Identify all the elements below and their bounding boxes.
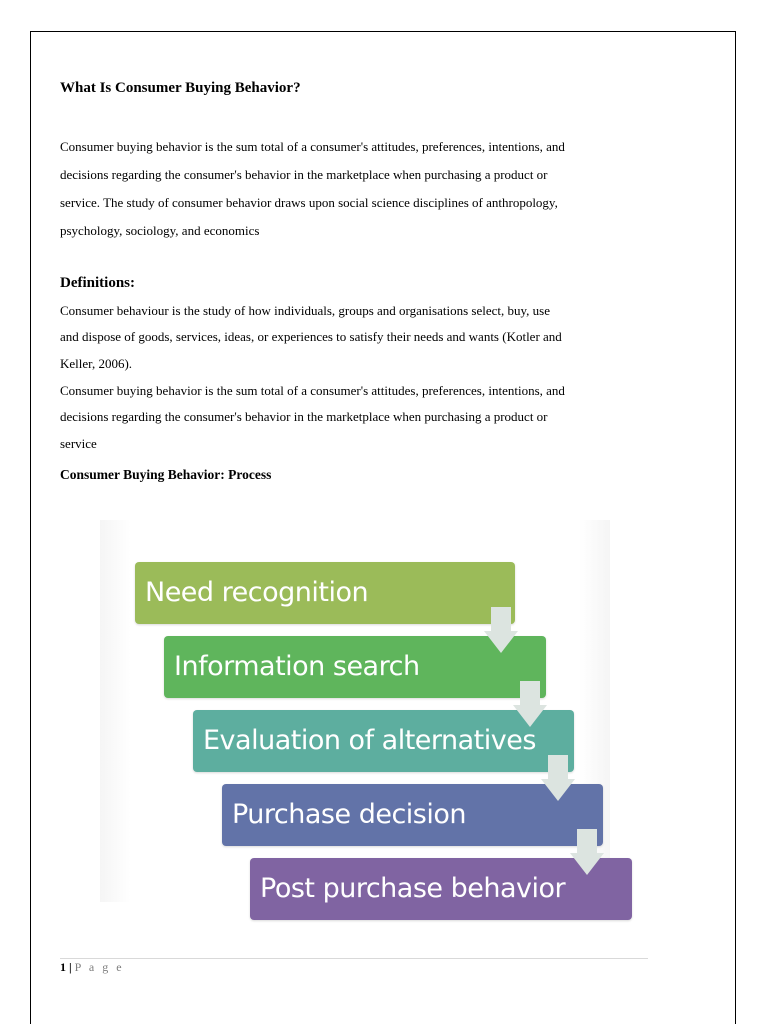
page-number: 1 (60, 960, 66, 974)
intro-paragraph (60, 133, 660, 245)
intro-line: decisions regarding the consumer's behavior in the marketplace when purchasing a product or (60, 167, 548, 182)
arrow-shape (541, 755, 575, 801)
definition-line: Consumer behaviour is the study of how individuals, groups and organisations select, buy, use (60, 303, 550, 318)
footer-separator: | (69, 960, 72, 974)
process-step-post-purchase: Post purchase behavior (250, 858, 632, 920)
process-step-evaluation: Evaluation of alternatives (193, 710, 574, 772)
arrow-shape (570, 829, 604, 875)
down-arrow-icon (541, 755, 575, 801)
arrow-shape (513, 681, 547, 727)
footer-divider (60, 958, 648, 959)
process-step-purchase-decision: Purchase decision (222, 784, 603, 846)
intro-line: Consumer buying behavior is the sum total of a consumer's attitudes, preferences, intentions, and (60, 139, 565, 154)
process-step-need-recognition: Need recognition (135, 562, 515, 624)
definition-paragraph-2 (60, 378, 660, 457)
definition-line: decisions regarding the consumer's behavior in the marketplace when purchasing a product or (60, 409, 548, 425)
intro-line: psychology, sociology, and economics (60, 223, 260, 238)
process-heading: Consumer Buying Behavior: Process (60, 467, 272, 482)
down-arrow-icon (570, 829, 604, 875)
page-footer (60, 960, 124, 974)
page-title: What Is Consumer Buying Behavior? (60, 80, 301, 96)
definition-paragraph-1 (60, 298, 660, 377)
definition-line: Consumer buying behavior is the sum total of a consumer's attitudes, preferences, intentions, and (60, 383, 565, 398)
down-arrow-icon (513, 681, 547, 727)
process-step-information-search: Information search (164, 636, 546, 698)
definition-line: and dispose of goods, services, ideas, or experiences to satisfy their needs and wants (Kotler and (60, 329, 562, 345)
arrow-shape (484, 607, 518, 653)
intro-line: service. The study of consumer behavior draws upon social science disciplines of anthropology, (60, 195, 558, 210)
definition-line: service (60, 435, 97, 451)
definition-line: Keller, 2006). (60, 355, 133, 371)
page-label: P a g e (74, 960, 125, 974)
down-arrow-icon (484, 607, 518, 653)
process-diagram (100, 520, 610, 902)
definitions-heading: Definitions: (60, 275, 135, 291)
